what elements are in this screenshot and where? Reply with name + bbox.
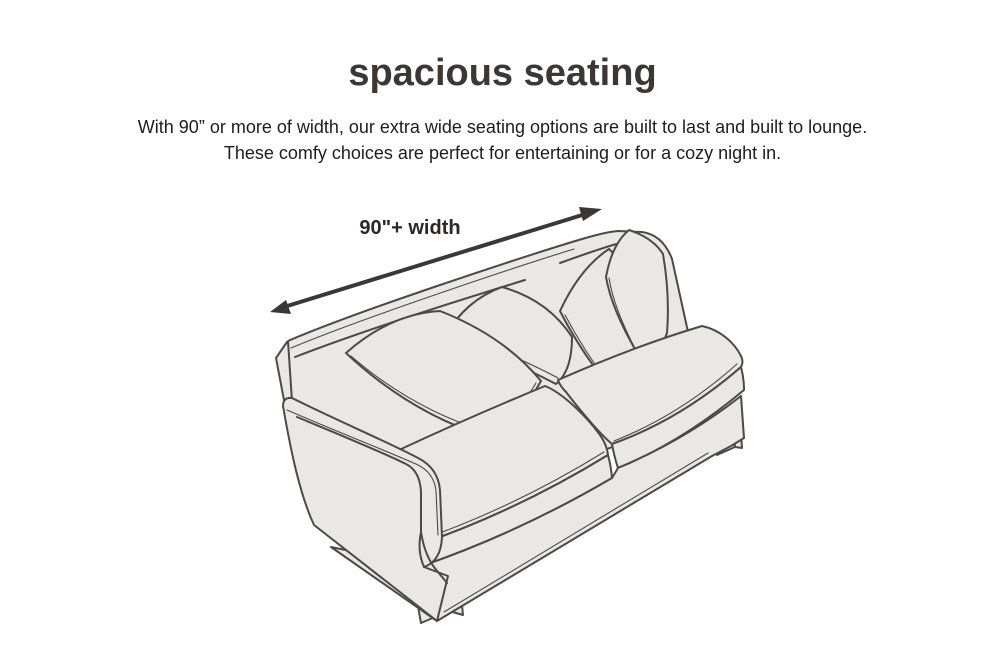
- dimension-label: 90"+ width: [359, 217, 461, 239]
- description-line-1: With 90” or more of width, our extra wide seating options are built to last and built to lounge.: [137, 117, 868, 137]
- page-title: spacious seating: [348, 52, 657, 94]
- description-line-2: These comfy choices are perfect for entertaining or for a cozy night in.: [223, 143, 782, 163]
